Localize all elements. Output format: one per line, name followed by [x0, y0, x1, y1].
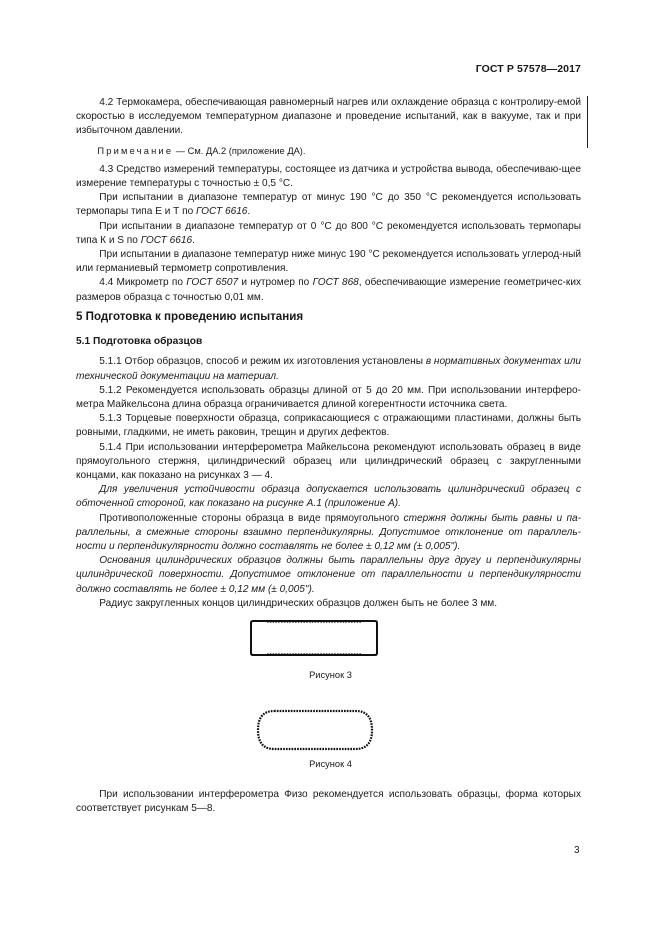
- subsection-5-1-title: 5.1 Подготовка образцов: [76, 336, 203, 348]
- para-4-4: [76, 276, 581, 304]
- section-5-title: 5 Подготовка к проведению испытания: [76, 310, 304, 323]
- revision-bar: [587, 96, 588, 148]
- para-4-2: 4.2 Термокамера, обеспечивающая равномерный нагрев или охлаждение образца с контролиру-емой скоростью в исследуемом температурном диапазоне и проведение испытаний, как в вакууме, так и при избыточном давлении.: [76, 97, 581, 137]
- para-4-4-b: и нутромер по: [238, 277, 313, 289]
- section-5-block: [76, 310, 581, 611]
- para-5-1-4: 5.1.4 При использовании интерферометра Майкельсона рекомендуют использовать образец в виде прямоугольного стержня, цилиндрический образец или цилиндрический образец с закругленными концами, как показано на рисунках 3 — 4.: [76, 441, 581, 482]
- para-4-4-a: 4.4 Микрометр по: [99, 277, 187, 289]
- gost-ref-link: ГОСТ 6616: [196, 206, 248, 218]
- figure-4-drawing: [254, 706, 376, 754]
- gost-ref-link: ГОСТ 868: [312, 277, 359, 289]
- para-5-1-2: 5.1.2 Рекомендуется использовать образцы длиной от 5 до 20 мм. При использовании интерферо-метра Майкельсона длина образца ограничивается длиной когерентности источника света.: [76, 384, 581, 411]
- para-radius: Радиус закругленных концов цилиндрических образцов должен быть не более 3 мм.: [99, 597, 498, 609]
- section-4-block: [76, 96, 581, 305]
- note-text: — См. ДА.2 (приложение ДА).: [173, 145, 306, 156]
- para-4-3-a-text: При испытании в диапазоне температур от минус 190 °С до 350 °С рекомендуется использовать термопары типа Е и Т по: [76, 192, 581, 218]
- para-4-3: 4.3 Средство измерений температуры, состоящее из датчика и устройства вывода, обеспечиваю-щее измерение температуры с точностью ± 0,5 °С.: [76, 163, 581, 190]
- figure-3-drawing: [247, 617, 381, 659]
- para-5-1-1: [76, 355, 581, 383]
- gost-ref-link: ГОСТ 6507: [186, 277, 239, 289]
- figure-3-caption: Рисунок 3: [309, 670, 352, 680]
- standard-code-header: ГОСТ Р 57578—2017: [475, 63, 581, 75]
- para-stability: Для увеличения устойчивости образца допускается использовать цилиндрический образец с обточенной стороной, как показано на рисунке А.1 (приложение А).: [76, 484, 581, 510]
- para-4-3-b-text: При испытании в диапазоне температур от 0 °С до 800 °С рекомендуется использовать термопары типа К и S по: [76, 220, 581, 246]
- para-cylinder-bases: Основания цилиндрических образцов должны быть параллельны друг другу и перпендикулярны цилиндрической поверхности. Допустимое отклонение от параллельности и перпендикулярности должно составлять не более ± 0,12 мм (± 0,005").: [76, 555, 581, 595]
- para-4-3-c: При испытании в диапазоне температур ниже минус 190 °С рекомендуется использовать углерод-ный или германиевый термометр сопротивления.: [76, 249, 581, 275]
- para-4-4-c: , обеспечивающие измерение геометричес-ких размеров образца с точностью 0,01 мм.: [76, 277, 582, 303]
- page-number: 3: [574, 845, 580, 856]
- para-4-3-b: При испытании в диапазоне температур от 0 °С до 800 °С рекомендуется использовать термопары типа К и S по ГОСТ 6616.: [76, 220, 581, 246]
- para-5-1-1-italic: в нормативных документах или технической документации на материал.: [76, 356, 582, 382]
- figure-4-caption: Рисунок 4: [309, 759, 352, 769]
- note-label: Примечание: [97, 145, 174, 156]
- para-4-3-a: При испытании в диапазоне температур от минус 190 °С до 350 °С рекомендуется использовать термопары типа Е и Т по ГОСТ 6616.: [76, 192, 581, 218]
- para-fizeau: При использовании интерферометра Физо рекомендуется использовать образцы, форма которых соответствует рисункам 5—8.: [76, 789, 581, 815]
- para-opposite-sides-text: Противоположенные стороны образца в виде прямоугольного: [99, 512, 404, 524]
- note-4-2: [76, 144, 581, 158]
- para-opposite-sides-italic: стержня должны быть равны и па-раллельны, а смежные стороны взаимно перпендикулярны. Допустимое отклонение от параллель-ности и перпендикулярности должно составлять не более ± 0,12 мм (± 0,005").: [76, 512, 581, 553]
- gost-ref-link: ГОСТ 6616: [140, 234, 193, 246]
- para-5-1-1-text: 5.1.1 Отбор образцов, способ и режим их изготовления установлены: [99, 356, 426, 368]
- fizeau-block: [76, 788, 581, 816]
- para-opposite-sides: [76, 512, 581, 555]
- para-5-1-3: 5.1.3 Торцевые поверхности образца, соприкасающиеся с отражающими пластинами, должны быть ровными, гладкими, не иметь раковин, трещин и других дефектов.: [76, 413, 581, 439]
